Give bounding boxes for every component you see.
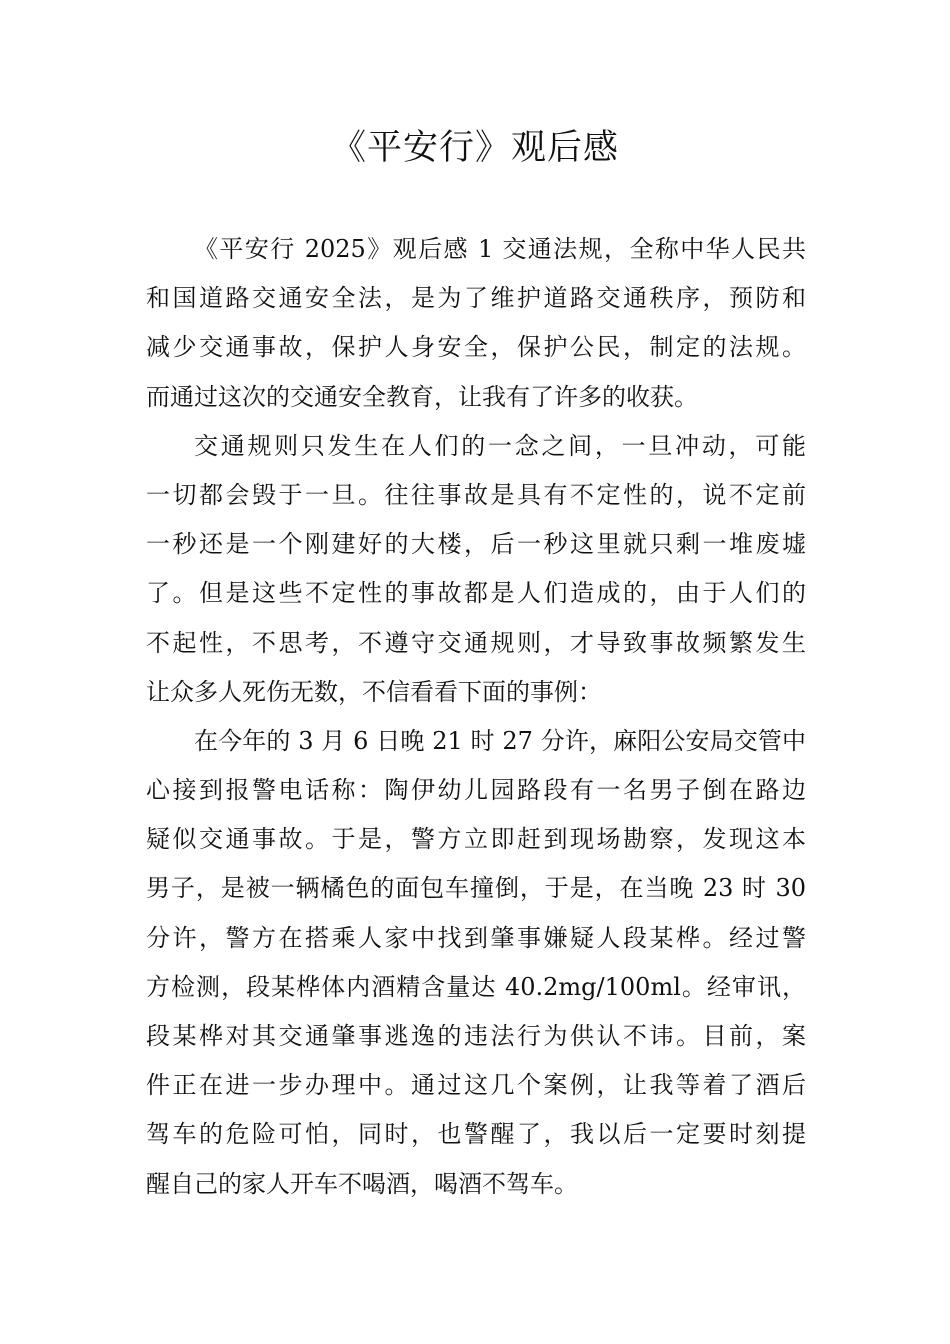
text-line: 心接到报警电话称：陶伊幼儿园路段有一名男子倒在路边 [146,776,806,805]
text-line: 不起性，不思考，不遵守交通规则，才导致事故频繁发生 [146,628,806,657]
text-line: 驾车的危险可怕，同时，也警醒了，我以后一定要时刻提 [146,1120,806,1149]
text-line: 和国道路交通安全法，是为了维护道路交通秩序，预防和 [146,284,806,313]
text-line: 一切都会毁于一旦。往往事故是具有不定性的，说不定前 [146,480,806,509]
text-line: 了。但是这些不定性的事故都是人们造成的，由于人们的 [146,579,806,608]
text-line: 《平安行 2025》观后感 1 交通法规，全称中华人民共 [194,235,806,263]
text-line: 减少交通事故，保护人身安全，保护公民，制定的法规。 [146,333,806,362]
document-body [146,225,806,1209]
text-line: 方检测，段某桦体内酒精含量达 40.2mg/100ml。经审讯， [146,972,806,1001]
text-line: 一秒还是一个刚建好的大楼，后一秒这里就只剩一堆废墟 [146,530,806,559]
document-title: 《平安行》观后感 [330,128,619,168]
paragraph [146,717,806,1209]
text-line: 段某桦对其交通肇事逃逸的违法行为供认不讳。目前，案 [146,1022,806,1050]
text-line: 让众多人死伤无数，不信看看下面的事例： [146,677,602,706]
text-line: 交通规则只发生在人们的一念之间，一旦冲动，可能 [194,431,806,460]
text-line: 疑似交通事故。于是，警方立即赶到现场勘察，发现这本 [146,825,806,854]
paragraph [146,422,806,717]
paragraph [146,225,806,422]
text-line: 在今年的 3 月 6 日晚 21 时 27 分许，麻阳公安局交管中 [194,726,806,755]
text-line: 分许，警方在搭乘人家中找到肇事嫌疑人段某桦。经过警 [146,923,806,952]
text-line: 男子，是被一辆橘色的面包车撞倒，于是，在当晚 23 时 30 [146,874,806,903]
text-line: 而通过这次的交通安全教育，让我有了许多的收获。 [146,382,698,411]
text-line: 醒自己的家人开车不喝酒，喝酒不驾车。 [146,1169,578,1198]
text-line: 件正在进一步办理中。通过这几个案例，让我等着了酒后 [146,1071,806,1100]
